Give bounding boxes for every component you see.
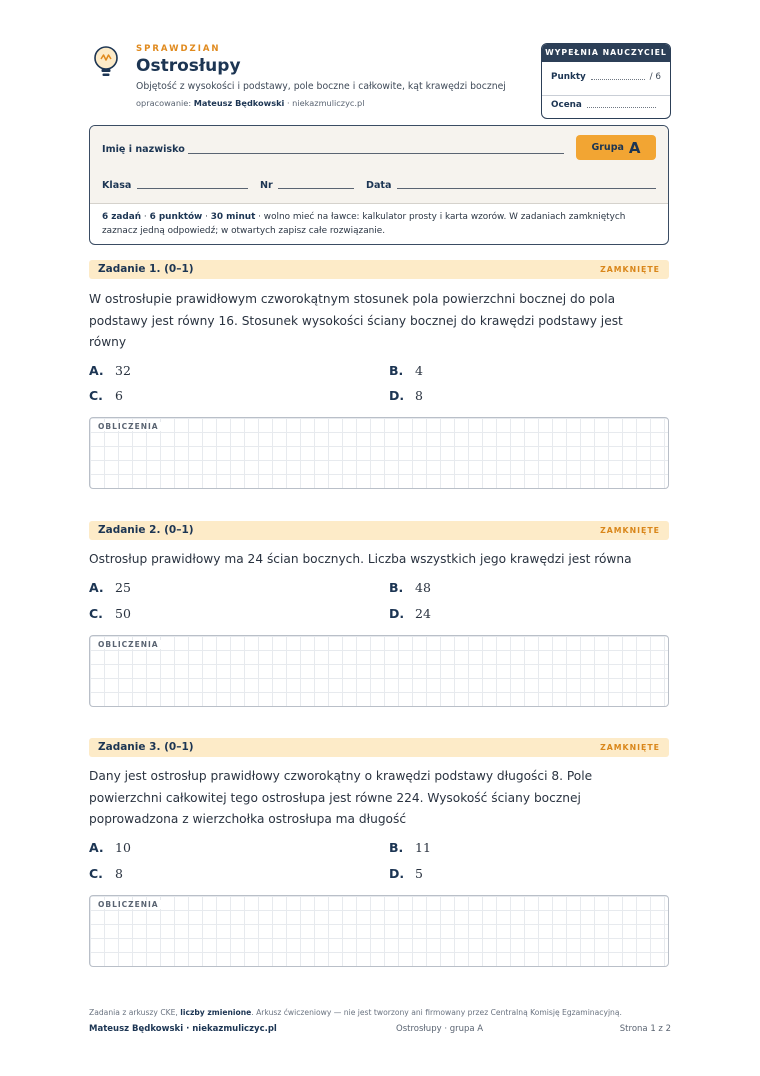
calculation-area[interactable] xyxy=(89,895,669,967)
option-letter: C. xyxy=(89,866,103,881)
points-max: / 6 xyxy=(649,72,661,82)
option-letter: D. xyxy=(389,606,405,621)
option-value: 6 xyxy=(115,388,123,403)
calculation-label: OBLICZENIA xyxy=(98,900,159,909)
option-letter: B. xyxy=(389,580,404,595)
group-letter: A xyxy=(628,138,641,157)
answer-option-a[interactable] xyxy=(89,580,131,595)
teacher-box-divider xyxy=(542,95,670,96)
points-label: Punkty xyxy=(551,72,586,82)
task-title: Zadanie 3. (0–1) xyxy=(98,741,194,753)
byline xyxy=(136,98,365,108)
teacher-box-heading: WYPEŁNIA NAUCZYCIEL xyxy=(542,44,670,62)
teacher-box xyxy=(541,43,671,119)
footer-note-suffix: . Arkusz ćwiczeniowy — nie jest tworzony ani firmowany przez Centralną Komisję Egzaminacyjną. xyxy=(251,1008,622,1017)
footer-note-bold: liczby zmienione xyxy=(180,1008,252,1017)
option-letter: A. xyxy=(89,363,104,378)
option-value: 5 xyxy=(415,866,423,881)
answer-option-c[interactable] xyxy=(89,606,131,621)
info-separator: · xyxy=(141,212,150,222)
info-separator: · xyxy=(202,212,211,222)
info-time: 30 minut xyxy=(210,212,256,222)
calculation-area[interactable] xyxy=(89,635,669,707)
grade-label: Ocena xyxy=(551,100,582,110)
answer-option-c[interactable] xyxy=(89,388,123,403)
group-label: Grupa xyxy=(591,142,624,153)
lightbulb-icon xyxy=(92,45,120,79)
answer-option-b[interactable] xyxy=(389,363,423,378)
student-fields-area xyxy=(90,126,668,204)
class-label: Klasa xyxy=(102,180,132,191)
option-letter: D. xyxy=(389,866,405,881)
class-field[interactable] xyxy=(137,188,248,189)
answer-option-a[interactable] xyxy=(89,840,131,855)
answer-option-b[interactable] xyxy=(389,840,431,855)
points-field[interactable] xyxy=(591,79,645,80)
option-value: 50 xyxy=(115,606,131,621)
answer-option-c[interactable] xyxy=(89,866,123,881)
task-title: Zadanie 1. (0–1) xyxy=(98,263,194,275)
option-value: 48 xyxy=(415,580,431,595)
option-letter: C. xyxy=(89,606,103,621)
option-letter: B. xyxy=(389,840,404,855)
task-question: W ostrosłupie prawidłowym czworokątnym stosunek pola powierzchni bocznej do pola podstawy jest równy 16. Stosunek wysokości ściany bocznej do krawędzi podstawy jest równy xyxy=(89,292,623,349)
student-box xyxy=(89,125,669,245)
option-value: 11 xyxy=(415,840,431,855)
footer-center: Ostrosłupy · grupa A xyxy=(396,1024,484,1034)
calculation-area[interactable] xyxy=(89,417,669,489)
date-label: Data xyxy=(366,180,392,191)
calculation-label: OBLICZENIA xyxy=(98,640,159,649)
info-rules: · wolno mieć na ławce: kalkulator prosty i karta wzorów. W zadaniach zamkniętych zaznacz jedną odpowiedź; w otwartych zapisz całe rozwiązanie. xyxy=(102,212,626,236)
nr-field[interactable] xyxy=(278,188,354,189)
option-value: 32 xyxy=(115,363,131,378)
option-value: 8 xyxy=(415,388,423,403)
points-row xyxy=(551,72,661,82)
task-header xyxy=(89,260,669,279)
grade-field[interactable] xyxy=(587,107,656,108)
footer-note xyxy=(89,1008,622,1017)
name-field[interactable] xyxy=(188,153,564,154)
nr-label: Nr xyxy=(260,180,273,191)
page-title: Ostrosłupy xyxy=(136,56,241,76)
task-type-badge: ZAMKNIĘTE xyxy=(600,743,660,752)
answer-option-d[interactable] xyxy=(389,866,423,881)
option-value: 4 xyxy=(415,363,423,378)
option-letter: A. xyxy=(89,580,104,595)
calculation-label: OBLICZENIA xyxy=(98,422,159,431)
footer-author: Mateusz Będkowski · niekazmuliczyc.pl xyxy=(89,1024,277,1034)
grade-row xyxy=(551,100,661,110)
task-header xyxy=(89,738,669,757)
option-letter: A. xyxy=(89,840,104,855)
option-letter: B. xyxy=(389,363,404,378)
option-value: 24 xyxy=(415,606,431,621)
option-value: 8 xyxy=(115,866,123,881)
name-label: Imię i nazwisko xyxy=(102,144,185,155)
answer-option-b[interactable] xyxy=(389,580,431,595)
task-type-badge: ZAMKNIĘTE xyxy=(600,265,660,274)
exam-info xyxy=(102,210,658,238)
group-badge xyxy=(576,135,656,160)
option-value: 10 xyxy=(115,840,131,855)
byline-prefix: opracowanie: xyxy=(136,98,194,108)
task-question: Dany jest ostrosłup prawidłowy czworokątny o krawędzi podstawy długości 8. Pole powierzchni całkowitej tego ostrosłupa jest równe 224. Wysokość ściany bocznej poprowadzona z wierzchołka ostrosłupa ma długość xyxy=(89,769,593,826)
task-type-badge: ZAMKNIĘTE xyxy=(600,526,660,535)
option-letter: D. xyxy=(389,388,405,403)
task-header xyxy=(89,521,669,540)
task-title: Zadanie 2. (0–1) xyxy=(98,524,194,536)
footer-page-number: Strona 1 z 2 xyxy=(619,1024,671,1034)
answer-option-a[interactable] xyxy=(89,363,131,378)
option-letter: C. xyxy=(89,388,103,403)
byline-site: · niekazmuliczyc.pl xyxy=(284,98,365,108)
page-subtitle: Objętość z wysokości i podstawy, pole boczne i całkowite, kąt krawędzi bocznej xyxy=(136,81,506,92)
task-question: Ostrosłup prawidłowy ma 24 ścian bocznych. Liczba wszystkich jego krawędzi jest równa xyxy=(89,552,632,566)
info-points: 6 punktów xyxy=(149,212,203,222)
info-tasks: 6 zadań xyxy=(102,212,142,222)
byline-author: Mateusz Będkowski xyxy=(193,98,285,108)
document-kicker: SPRAWDZIAN xyxy=(136,44,221,54)
answer-option-d[interactable] xyxy=(389,606,431,621)
date-field[interactable] xyxy=(397,188,656,189)
footer-note-prefix: Zadania z arkuszy CKE, xyxy=(89,1008,181,1017)
option-value: 25 xyxy=(115,580,131,595)
answer-option-d[interactable] xyxy=(389,388,423,403)
